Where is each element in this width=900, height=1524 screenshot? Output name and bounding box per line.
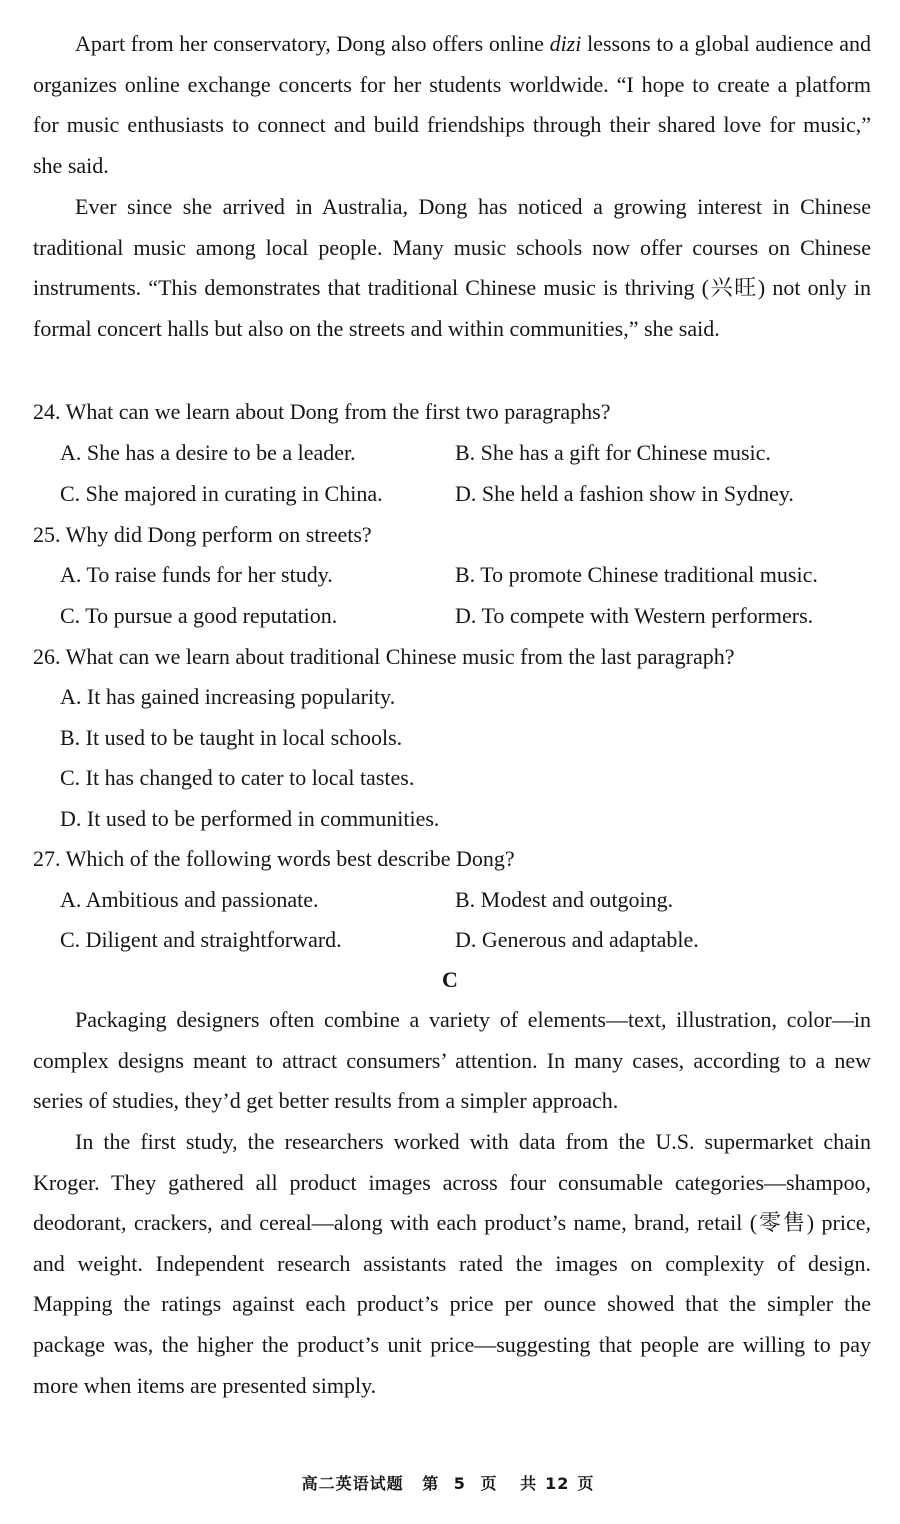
section-heading: C — [442, 967, 458, 992]
answer-option: B. Modest and outgoing. — [455, 887, 674, 912]
total-pages-label: 共 12 页 — [520, 1474, 595, 1493]
passage-paragraph — [33, 187, 871, 349]
question-stem: 26. What can we learn about traditional Chinese music from the last paragraph? — [33, 644, 735, 669]
page-footer — [0, 1471, 900, 1494]
italic-term: dizi — [549, 31, 582, 56]
answer-option: C. To pursue a good reputation. — [60, 603, 338, 628]
passage-paragraph — [33, 1000, 871, 1122]
answer-option: B. It used to be taught in local schools. — [60, 725, 403, 750]
answer-option: A. To raise funds for her study. — [60, 562, 333, 587]
answer-option: A. She has a desire to be a leader. — [60, 440, 356, 465]
passage-paragraph — [33, 1122, 871, 1406]
paragraph-text: In the first study, the researchers worked with data from the U.S. supermarket chain Kroger. They gathered all product images across four consumable categories—shampoo, deodorant, crackers, and cereal—along with each product’s name, brand, retail (零售) price, and weight. Independent research assistants rated the images on complexity of design. Mapping the ratings against each product’s price per ounce showed that the simpler the package was, the higher the product’s unit price—suggesting that people are willing to pay more when items are presented simply. — [33, 1129, 871, 1398]
answer-option: D. It used to be performed in communities. — [60, 806, 440, 831]
answer-option: C. It has changed to cater to local tastes. — [60, 765, 415, 790]
paragraph-text: Ever since she arrived in Australia, Dong has noticed a growing interest in Chinese traditional music among local people. Many music schools now offer courses on Chinese instruments. “This demonstrates that traditional Chinese music is thriving (兴旺) not only in formal concert halls but also on the streets and within communities,” she said. — [33, 194, 871, 341]
answer-option: D. She held a fashion show in Sydney. — [455, 481, 794, 506]
paragraph-text: Packaging designers often combine a variety of elements—text, illustration, color—in complex designs meant to attract consumers’ attention. In many cases, according to a new series of studies, they’d get better results from a simpler approach. — [33, 1007, 871, 1114]
passage-paragraph — [33, 24, 871, 186]
question-stem: 25. Why did Dong perform on streets? — [33, 522, 372, 547]
exam-title: 高二英语试题 — [301, 1474, 404, 1493]
answer-option: B. She has a gift for Chinese music. — [455, 440, 771, 465]
answer-option: D. To compete with Western performers. — [455, 603, 814, 628]
question-stem: 24. What can we learn about Dong from the first two paragraphs? — [33, 399, 611, 424]
total-pages: 12 — [545, 1474, 570, 1493]
answer-option: D. Generous and adaptable. — [455, 927, 699, 952]
page-number: 5 — [453, 1474, 466, 1493]
answer-option: C. Diligent and straightforward. — [60, 927, 342, 952]
answer-option: C. She majored in curating in China. — [60, 481, 383, 506]
question-stem: 27. Which of the following words best describe Dong? — [33, 846, 515, 871]
answer-option: A. Ambitious and passionate. — [60, 887, 319, 912]
paragraph-text: Apart from her conservatory, Dong also offers online — [75, 31, 550, 56]
answer-option: A. It has gained increasing popularity. — [60, 684, 396, 709]
paragraph-text: lessons to a global audience and organizes online exchange concerts for her students worldwide. “I hope to create a platform for music enthusiasts to connect and build friendships through their shared love for music,” she said. — [33, 31, 871, 178]
page-label: 第 5 页 — [422, 1474, 498, 1493]
answer-option: B. To promote Chinese traditional music. — [455, 562, 818, 587]
